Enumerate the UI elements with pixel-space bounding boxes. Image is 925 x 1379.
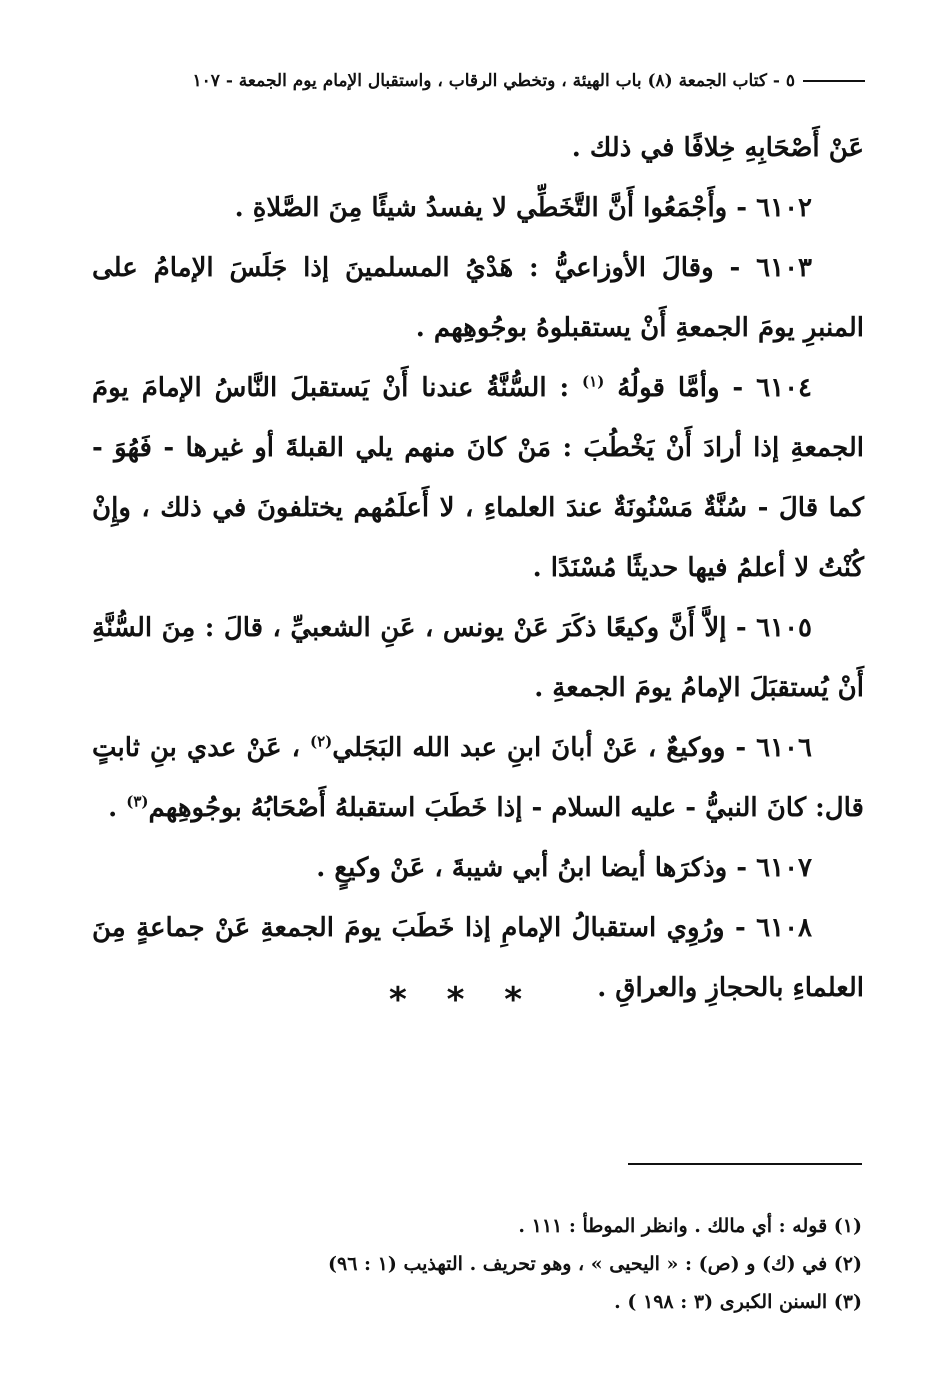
paragraph-6103: ٦١٠٣ - وقالَ الأوزاعيُّ : هَدْيُ المسلمينَ إذا جَلَسَ الإمامُ على المنبرِ يومَ الجمعةِ أَنْ يستقبلوهُ بوجُوهِهم . [92,253,864,343]
header-title: ٥ - كتاب الجمعة (٨) باب الهيئة ، وتخطي الرقاب ، واستقبال الإمام يوم الجمعة - ١٠٧ [192,71,795,91]
footnote-3: (٣) السنن الكبرى (٣ : ١٩٨ ) . [614,1291,862,1313]
paragraph-6102: ٦١٠٢ - وأَجْمَعُوا أَنَّ التَّخَطِّي لا يفسدُ شيئًا مِنَ الصَّلاةِ . [234,193,812,223]
running-header [100,66,865,96]
paragraph-6106-rest: ، عَنْ عدي بنِ ثابتٍ قال: كانَ النبيُّ - عليه السلام - إذا خَطَبَ استقبلهُ أَصْحَابُهُ بوجُوهِهم [92,733,864,823]
paragraph-6108: ٦١٠٨ - ورُوِي استقبالُ الإمامِ إذا خَطَبَ يومَ الجمعةِ عَنْ جماعةٍ مِنَ العلماءِ بالحجازِ والعراقِ . [92,913,864,1003]
paragraph-continuation: عَنْ أَصْحَابِهِ خِلافًا في ذلك . [571,133,864,163]
footnote-rule [628,1163,862,1165]
paragraph-6106-lead: ٦١٠٦ - ووكيعٌ ، عَنْ أبانَ ابنِ عبد الله البَجَلي [332,733,812,763]
paragraph-6104 [92,358,864,598]
section-separator: * * * [388,980,536,1020]
paragraph-6107: ٦١٠٧ - وذكرَها أيضا ابنُ أبي شيبةَ ، عَنْ وكيعٍ . [316,853,812,883]
paragraph-6104-rest: : السُّنَّةُ عندنا أَنْ يَستقبلَ النَّاسُ الإمامَ يومَ الجمعةِ إذا أرادَ أَنْ يَخْطُبَ : مَنْ كانَ منهم يلي القبلةَ أو غيرها - فَهُوَ - كما قالَ - سُنَّةٌ مَسْنُونَةٌ عندَ العلماءِ ، لا أَعلَمُهم يختلفونَ في ذلك ، وإِنْ كُنْتُ لا أعلمُ فيها حديثًا مُسْنَدًا . [92,373,864,583]
footnote-ref-1[interactable]: (١) [582,372,605,391]
footnote-2: (٢) في (ك) و (ص) : « اليحيى » ، وهو تحريف . التهذيب (١ : ٩٦) [327,1253,862,1275]
main-text [92,118,864,1018]
footnote-ref-3[interactable]: (٣) [126,792,149,811]
footnote-1: (١) قوله : أي مالك . وانظر الموطأ : ١١١ . [518,1215,862,1237]
paragraph-6106-end: . [108,793,118,823]
paragraph-6104-lead: ٦١٠٤ - وأمَّا قولُهُ [617,373,813,403]
paragraph-6106 [92,718,864,838]
footnotes [200,1207,862,1321]
paragraph-6105: ٦١٠٥ - إلاَّ أَنَّ وكيعًا ذكَرَ عَنْ يونس ، عَنِ الشعبيِّ ، قالَ : مِنَ السُّنَّةِ أَنْ يُستقبَلَ الإمامُ يومَ الجمعةِ . [92,613,864,703]
header-rule [803,80,865,82]
footnote-ref-2[interactable]: (٢) [310,732,333,751]
